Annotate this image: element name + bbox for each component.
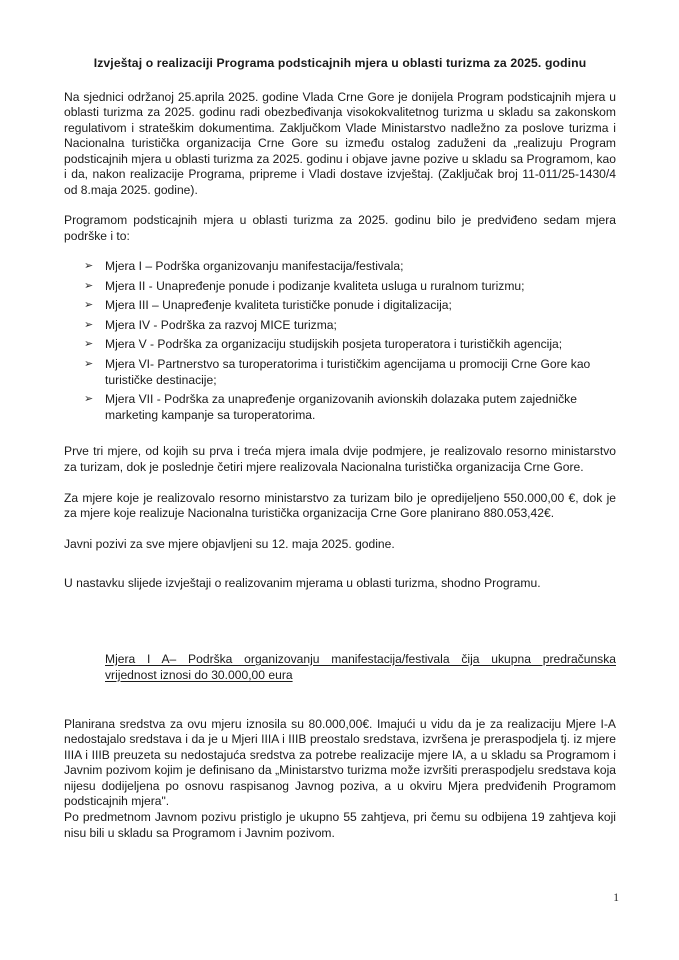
- measure-1a-heading-line-2: vrijednost iznosi do 30.000,00 eura: [105, 667, 293, 682]
- spacer: [64, 567, 616, 576]
- list-item-label: Mjera III – Unapređenje kvaliteta turističke ponude i digitalizacija;: [105, 298, 452, 313]
- spacer: [64, 427, 616, 444]
- measures-list: [64, 259, 616, 424]
- list-item: [64, 357, 616, 389]
- arrow-bullet-icon: ➢: [84, 260, 94, 273]
- list-item: [64, 318, 616, 334]
- list-item-label: Mjera VI- Partnerstvo sa turoperatorima i turističkim agencijama u promociji Crne Gore kao turističke destinacije;: [105, 356, 591, 387]
- arrow-bullet-icon: ➢: [84, 393, 94, 406]
- arrow-bullet-icon: ➢: [84, 279, 94, 292]
- list-item-label: Mjera IV - Podrška za razvoj MICE turizma;: [105, 317, 337, 332]
- spacer: [64, 607, 616, 651]
- arrow-bullet-icon: ➢: [84, 357, 94, 370]
- list-item: [64, 392, 616, 424]
- arrow-bullet-icon: ➢: [84, 318, 94, 331]
- arrow-bullet-icon: ➢: [84, 299, 94, 312]
- list-item: [64, 259, 616, 275]
- intro-paragraph-1: Na sjednici održanoj 25.aprila 2025. godine Vlada Crne Gore je donijela Program podsticajnih mjera u oblasti turizma za 2025. godinu radi obezbeđivanja visokokvalitetnog turizma u skladu sa zakonskom regulativom i strateškim dokumentima. Zaključkom Vlade Ministarstvo nadležno za poslove turizma i Nacionalna turistička organizacija Crne Gore su između ostalog zaduženi da „realizuju Program podsticajnih mjera u oblasti turizma za 2025. godinu i objave javne pozive u skladu sa Programom, kao i da, nakon realizacije Programa, pripreme i Vladi dostave izvještaj. (Zaključak broj 11-011/25-1430/4 od 8.maja 2025. godine).: [64, 89, 616, 197]
- body-paragraph-4: Za mjere koje je realizovalo resorno ministarstvo za turizam bilo je opredijeljeno 550.000,00 €, dok je za mjere koje realizuje Nacionalna turistička organizacija Crne Gore planirano 880.053,42€.: [64, 490, 616, 521]
- measure-1a-paragraph-1: Planirana sredstva za ovu mjeru iznosila su 80.000,00€. Imajući u vidu da je za realizaciju Mjere I-A nedostajalo sredstava i da je u Mjeri IIIA i IIIB preostalo sredstava, izvršena je preraspodjela tj. iz mjere IIIA i IIIB preuzeta su nedostajuća sredstva za potrebe realizacije mjere IA, a u skladu sa Programom i Javnim pozivom kojim je definisano da „Ministarstvo turizma može izvršiti preraspodjelu sredstava koja nijesu dodijeljena po osnovu raspisanog Javnog poziva, a u okviru Mjera predviđenih Programom podsticajnih mjera".: [64, 716, 616, 809]
- list-item-label: Mjera V - Podrška za organizaciju studijskih posjeta turoperatora i turističkih agencija;: [105, 337, 563, 352]
- spacer: [64, 683, 616, 717]
- body-paragraph-3: Prve tri mjere, od kojih su prva i treća mjera imala dvije podmjere, je realizovalo resorno ministarstvo za turizam, dok je poslednje četiri mjere realizovala Nacionalna turistička organizacija Crne Gore.: [64, 444, 616, 474]
- list-item-label: Mjera VII - Podrška za unapređenje organizovanih avionskih dolazaka putem zajedničke marketing kampanje sa turoperatorima.: [105, 392, 577, 423]
- measure-1a-heading: [64, 651, 616, 683]
- page-number: 1: [613, 892, 619, 904]
- list-item: [64, 279, 616, 295]
- list-item-label: Mjera I – Podrška organizovanju manifestacija/festivala;: [105, 259, 404, 274]
- intro-paragraph-2: Programom podsticajnih mjera u oblasti turizma za 2025. godinu bilo je predviđeno sedam mjera podrške i to:: [64, 213, 616, 243]
- measure-1a-paragraph-2: Po predmetnom Javnom pozivu pristiglo je ukupno 55 zahtjeva, pri čemu su odbijena 19 zahtjeva koji nisu bili u skladu sa Programom i Javnim pozivom.: [64, 810, 616, 840]
- arrow-bullet-icon: ➢: [84, 338, 94, 351]
- page-title: Izvještaj o realizaciji Programa podsticajnih mjera u oblasti turizma za 2025. godinu: [93, 56, 587, 70]
- list-item-label: Mjera II - Unapređenje ponude i podizanje kvaliteta usluga u ruralnom turizmu;: [105, 278, 525, 293]
- body-paragraph-6: U nastavku slijede izvještaji o realizovanim mjerama u oblasti turizma, shodno Programu.: [64, 576, 541, 591]
- body-paragraph-5: Javni pozivi za sve mjere objavljeni su 12. maja 2025. godine.: [64, 536, 395, 551]
- measure-1a-heading-line-1: Mjera I A– Podrška organizovanju manifestacija/festivala čija ukupna predračunska: [105, 651, 616, 666]
- list-item: [64, 298, 616, 314]
- list-item: [64, 337, 616, 353]
